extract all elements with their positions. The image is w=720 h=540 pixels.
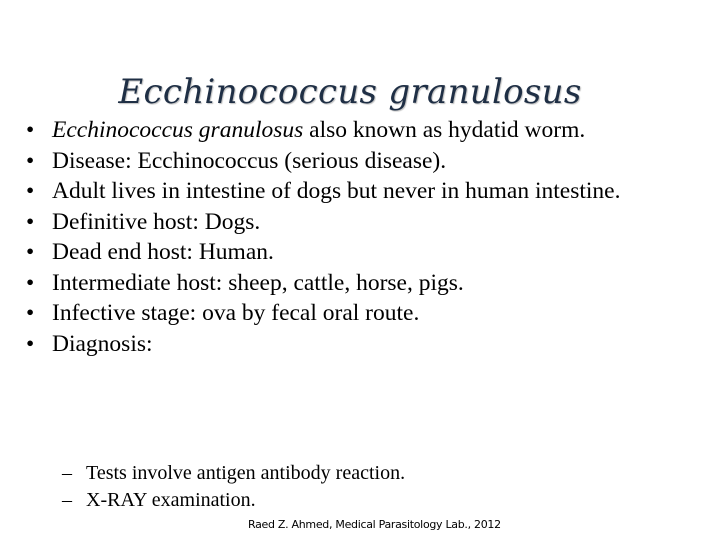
slide-title: Ecchinococcus granulosus [118,72,582,112]
sub-bullet-text: Tests involve antigen antibody reaction. [86,462,406,484]
dash-icon: – [62,462,72,484]
bullet-icon: • [26,239,35,265]
bullet-icon: • [26,300,35,326]
bullet-text: Definitive host: Dogs. [52,208,261,235]
footer-credit: Raed Z. Ahmed, Medical Parasitology Lab., 2012 [248,518,501,531]
bullet-text: also known as hydatid worm. [303,117,586,143]
bullet-icon: • [26,269,35,296]
bullet-text: Dead end host: Human. [52,239,274,265]
bullet-item [24,146,704,177]
bullet-text: Intermediate host: sheep, cattle, horse, pigs. [52,269,464,296]
bullet-icon: • [26,147,35,174]
bullet-icon: • [26,178,35,204]
bullet-item [24,207,704,238]
bullet-text: Diagnosis: [52,330,153,357]
bullet-item [24,298,704,329]
sub-bullet-item [62,460,682,487]
sub-bullet-text: X-RAY examination. [86,489,256,511]
bullet-item [24,268,704,299]
bullet-italic-text: Ecchinococcus granulosus [52,117,304,143]
bullet-icon: • [26,330,35,357]
bullet-item [24,237,704,268]
dash-icon: – [62,489,72,511]
bullet-icon: • [26,208,35,235]
bullet-item [24,176,704,207]
bullet-item [24,329,704,360]
sub-bullet-list [62,460,682,514]
bullet-icon: • [26,117,35,143]
bullet-item [24,115,704,146]
bullet-text: Adult lives in intestine of dogs but never in human intestine. [52,178,621,204]
sub-bullet-item [62,487,682,514]
bullet-list [24,115,704,359]
bullet-text: Infective stage: ova by fecal oral route. [52,300,420,326]
bullet-text: Disease: Ecchinococcus (serious disease). [52,147,447,174]
